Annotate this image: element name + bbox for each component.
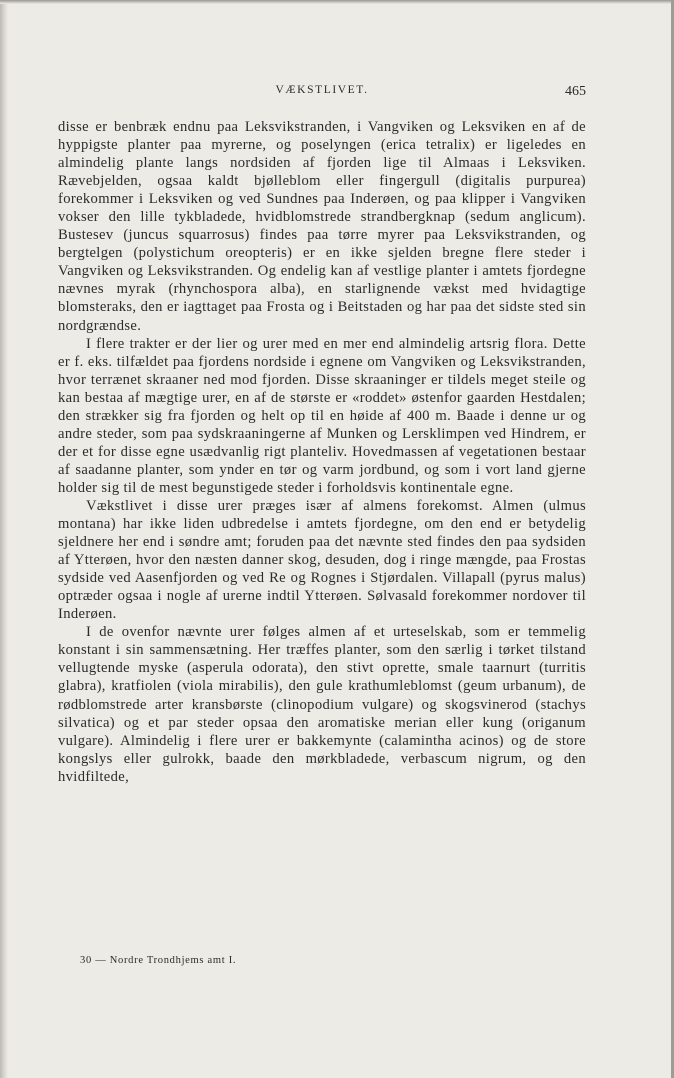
page-number: 465 (565, 84, 586, 99)
binding-edge (0, 0, 8, 1078)
paragraph: I flere trakter er der lier og urer med en mer end almindelig artsrig flora. Dette er f. eks. tilfældet paa fjordens nordside i egnene om Vangviken og Leksvikstranden, hvor terrænet skraaner ned mod fjorden. Disse skraaninger er tildels meget steile og kan bestaa af mægtige urer, en af de største er «roddet» østenfor gaarden Hestdalen; den strækker sig fra fjorden og helt op til en høide af 400 m. Baade i denne ur og andre steder, som paa sydskraaningerne af Munken og Lersklimpen ved Hindrem, er der et for disse egne usædvanlig rigt planteliv. Hovedmassen af vegetationen bestaar af saadanne planter, som ynder en tør og varm jordbund, og som i vort land gjerne holder sig til de mest begunstigede steder i forholdsvis kontinentale egne. (58, 335, 586, 496)
page-header (58, 84, 586, 104)
paragraph: I de ovenfor nævnte urer følges almen af et urteselskab, som er temmelig konstant i sin sammensætning. Her træffes planter, som den særlig i tørket tilstand vellugtende myske (asperula odorata), den stivt oprette, smale taarnurt (turritis glabra), kratfiolen (viola mirabilis), den gule krathumleblomst (geum urbanum), de rødblomstrede arter kransbørste (clinopodium vulgare) og skogsvinerod (stachys silvatica) og et par steder opsaa den aromatiske merian eller kung (origanum vulgare). Almindelig i flere urer er bakkemynte (calamintha acinos) og de store kongslys eller gulrokk, baade den mørkbladede, verbascum nigrum, og den hvidfiltede, (58, 624, 586, 785)
printer-signature: 30 — Nordre Trondhjems amt I. (80, 955, 237, 966)
running-head: VÆKSTLIVET. (275, 84, 369, 96)
paragraph: Vækstlivet i disse urer præges især af almens forekomst. Almen (ulmus montana) har ikke liden udbredelse i amtets fjordegne, om den end er betydelig sjeldnere her end i søndre amt; foruden paa det nævnte sted findes den paa sydsiden af Ytterøen, hvor den næsten danner skog, desuden, dog i ringe mængde, paa Frostas sydside ved Aasenfjorden og ved Re og Rognes i Stjørdalen. Villapall (pyrus malus) optræder ogsaa i nogle af urerne indtil Ytterøen. Sølvasald forekommer nordover til Inderøen. (58, 497, 586, 623)
top-edge (0, 0, 674, 4)
paragraph: disse er benbræk endnu paa Leksvikstranden, i Vangviken og Leksviken en af de hyppigste planter paa myrerne, og poselyngen (erica tetralix) er ligeledes en almindelig plante langs nordsiden af fjorden lige til Almaas i Leksviken. Rævebjelden, ogsaa kaldt bjølleblom eller fingergull (digitalis purpurea) forekommer i Leksviken og ved Sundnes paa Inderøen, og paa klipper i Vangviken vokser den lille tykbladede, hvidblomstrede strandbergknap (sedum anglicum). Bustesev (juncus squarrosus) findes paa tørre myrer paa Leksvikstranden, og bergtelgen (polystichum oreopteris) er en ikke sjelden bregne flere steder i Vangviken og Leksvikstranden. Og endelig kan af vestlige planter i amtets fjordegne nævnes myrak (rhynchospora alba), en starlignende vækst med hvidagtige blomsteraks, den er iagttaget paa Frosta og i Beitstaden og har paa det sidste sted sin nordgrændse. (58, 119, 586, 334)
body-text (58, 118, 586, 786)
